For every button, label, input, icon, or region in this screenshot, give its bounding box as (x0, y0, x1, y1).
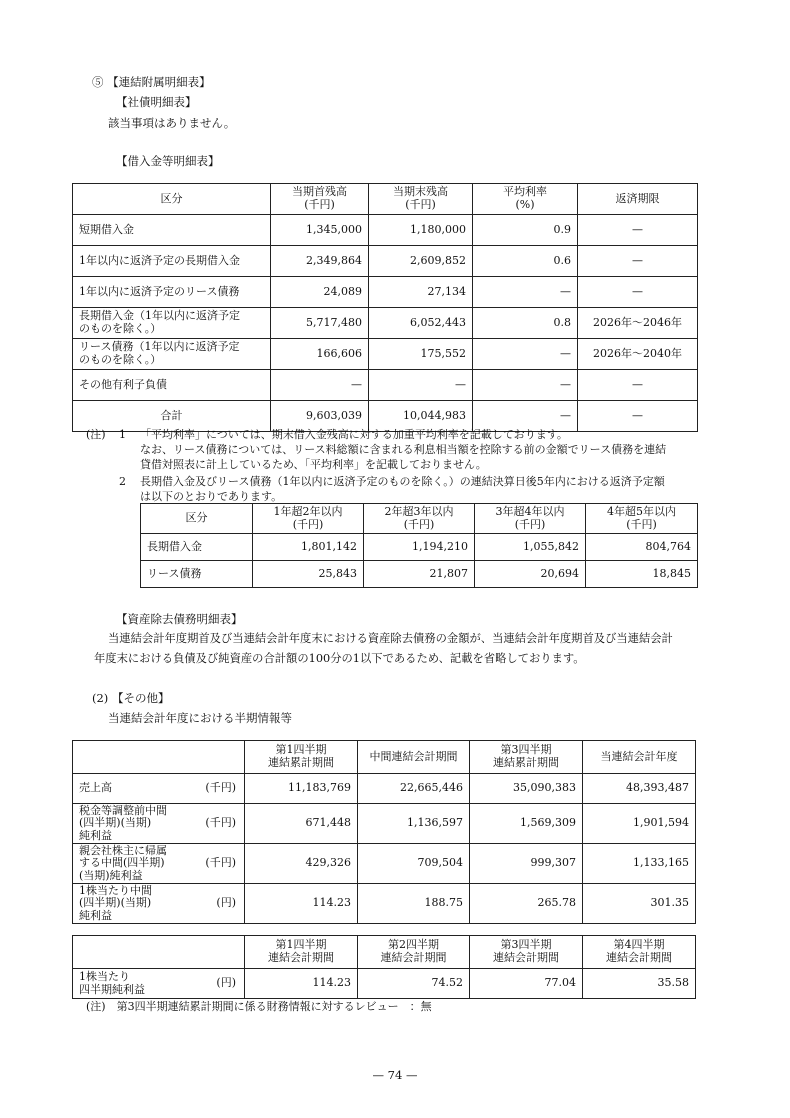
row-label: 1株当たり 四半期純利益 (円) (73, 969, 245, 999)
start-balance: 1,345,000 (271, 215, 369, 246)
header-cell-empty (73, 741, 245, 774)
table-header-row (73, 936, 696, 969)
avg-rate: — (473, 401, 578, 432)
header-cell: 第1四半期 連結累計期間 (245, 741, 358, 774)
table-row (73, 370, 698, 401)
header-cell: 4年超5年以内 (千円) (586, 504, 698, 534)
header-cell: 当期首残高 (千円) (271, 184, 369, 215)
loans-table (72, 183, 698, 432)
value-cell: 74.52 (358, 969, 470, 999)
table-row (73, 215, 698, 246)
value-cell: 1,194,210 (364, 534, 475, 561)
note-text: 「平均利率」については、期末借入金残高に対する加重平均利率を記載しております。 (140, 428, 568, 441)
value-cell: 265.78 (470, 884, 583, 924)
row-label: リース債務（1年以内に返済予定 のものを除く。） (73, 339, 271, 370)
row-label: 長期借入金（1年以内に返済予定 のものを除く。） (73, 308, 271, 339)
value-cell: 25,843 (253, 561, 364, 588)
value-cell: 35,090,383 (470, 774, 583, 804)
value-cell: 114.23 (245, 969, 358, 999)
value-cell: 1,569,309 (470, 804, 583, 844)
header-cell: 1年超2年以内 (千円) (253, 504, 364, 534)
note-text: なお、リース債務については、リース料総額に含まれる利息相当額を控除する前の金額でリース債務を連結 (140, 443, 667, 456)
value-cell: 709,504 (358, 844, 470, 884)
header-cell: 区分 (73, 184, 271, 215)
value-cell: 804,764 (586, 534, 698, 561)
table-row (73, 804, 696, 844)
table-row (73, 277, 698, 308)
footnote: (注) 第3四半期連結累計期間に係る財務情報に対するレビュー ：無 (86, 1000, 432, 1013)
start-balance: — (271, 370, 369, 401)
due-date: — (578, 401, 698, 432)
end-balance: 2,609,852 (369, 246, 473, 277)
other-subheading: 当連結会計年度における半期情報等 (108, 711, 292, 725)
note-prefix: (注) (86, 428, 106, 441)
value-cell: 671,448 (245, 804, 358, 844)
table-row (73, 339, 698, 370)
note-text: は以下のとおりであります。 (140, 490, 283, 503)
value-cell: 1,133,165 (583, 844, 696, 884)
value-cell: 1,901,594 (583, 804, 696, 844)
value-cell: 48,393,487 (583, 774, 696, 804)
header-cell: 第3四半期 連結会計期間 (470, 936, 583, 969)
table-row (73, 844, 696, 884)
value-cell: 11,183,769 (245, 774, 358, 804)
start-balance: 166,606 (271, 339, 369, 370)
aro-text: 年度末における負債及び純資産の合計額の100分の1以下であるため、記載を省略しております。 (94, 652, 585, 665)
other-heading: (2) 【その他】 (92, 691, 170, 705)
end-balance: 1,180,000 (369, 215, 473, 246)
table-row (141, 534, 698, 561)
value-cell: 18,845 (586, 561, 698, 588)
due-date: 2026年～2040年 (578, 339, 698, 370)
end-balance: 175,552 (369, 339, 473, 370)
value-cell: 114.23 (245, 884, 358, 924)
value-cell: 1,136,597 (358, 804, 470, 844)
row-label: 1年以内に返済予定の長期借入金 (73, 246, 271, 277)
row-label: 税金等調整前中間 (四半期)(当期) 純利益 (千円) (73, 804, 245, 844)
value-cell: 301.35 (583, 884, 696, 924)
aro-heading: 【資産除去債務明細表】 (116, 612, 243, 626)
loans-heading: 【借入金等明細表】 (116, 154, 220, 168)
note-number: 2 (119, 475, 126, 488)
row-label: 売上高 (千円) (73, 774, 245, 804)
value-cell: 35.58 (583, 969, 696, 999)
header-cell: 当期末残高 (千円) (369, 184, 473, 215)
end-balance: 10,044,983 (369, 401, 473, 432)
avg-rate: — (473, 339, 578, 370)
bonds-heading: 【社債明細表】 (116, 95, 197, 109)
table-row (73, 308, 698, 339)
avg-rate: 0.6 (473, 246, 578, 277)
section-heading: ⑤ 【連結附属明細表】 (92, 75, 211, 89)
table-header-row (141, 504, 698, 534)
header-cell: 第2四半期 連結会計期間 (358, 936, 470, 969)
due-date: — (578, 370, 698, 401)
header-cell: 第3四半期 連結累計期間 (470, 741, 583, 774)
row-label: その他有利子負債 (73, 370, 271, 401)
avg-rate: — (473, 370, 578, 401)
due-date: — (578, 246, 698, 277)
value-cell: 22,665,446 (358, 774, 470, 804)
table-row (73, 884, 696, 924)
row-label: リース債務 (141, 561, 253, 588)
header-cell: 中間連結会計期間 (358, 741, 470, 774)
avg-rate: 0.8 (473, 308, 578, 339)
note-number: 1 (119, 428, 126, 441)
avg-rate: 0.9 (473, 215, 578, 246)
start-balance: 5,717,480 (271, 308, 369, 339)
end-balance: 27,134 (369, 277, 473, 308)
row-label: 合計 (73, 401, 271, 432)
row-label: 1年以内に返済予定のリース債務 (73, 277, 271, 308)
table-header-row (73, 741, 696, 774)
aro-text: 当連結会計年度期首及び当連結会計年度末における資産除去債務の金額が、当連結会計年度期首及び当連結会計 (108, 632, 673, 645)
header-cell: 返済期限 (578, 184, 698, 215)
value-cell: 429,326 (245, 844, 358, 884)
header-cell: 区分 (141, 504, 253, 534)
table-row (73, 774, 696, 804)
value-cell: 20,694 (475, 561, 586, 588)
table-header-row (73, 184, 698, 215)
quarter-table (72, 935, 696, 999)
header-cell-empty (73, 936, 245, 969)
row-label: 短期借入金 (73, 215, 271, 246)
half-year-table (72, 740, 696, 924)
header-cell: 第4四半期 連結会計期間 (583, 936, 696, 969)
table-row (73, 969, 696, 999)
row-label: 親会社株主に帰属 する中間(四半期) (当期)純利益 (千円) (73, 844, 245, 884)
value-cell: 1,801,142 (253, 534, 364, 561)
avg-rate: — (473, 277, 578, 308)
header-cell: 2年超3年以内 (千円) (364, 504, 475, 534)
page-number: — 74 — (372, 1068, 418, 1082)
row-label: 1株当たり中間 (四半期)(当期) 純利益 (円) (73, 884, 245, 924)
value-cell: 77.04 (470, 969, 583, 999)
repayment-table (140, 503, 698, 588)
header-cell: 平均利率 (%) (473, 184, 578, 215)
start-balance: 9,603,039 (271, 401, 369, 432)
row-label: 長期借入金 (141, 534, 253, 561)
table-row-total (73, 401, 698, 432)
start-balance: 24,089 (271, 277, 369, 308)
bonds-text: 該当事項はありません。 (108, 116, 236, 130)
header-cell: 第1四半期 連結会計期間 (245, 936, 358, 969)
value-cell: 1,055,842 (475, 534, 586, 561)
header-cell: 当連結会計年度 (583, 741, 696, 774)
value-cell: 21,807 (364, 561, 475, 588)
due-date: 2026年～2046年 (578, 308, 698, 339)
note-text: 長期借入金及びリース債務（1年以内に返済予定のものを除く。）の連結決算日後5年内における返済予定額 (140, 475, 665, 488)
due-date: — (578, 215, 698, 246)
end-balance: 6,052,443 (369, 308, 473, 339)
value-cell: 999,307 (470, 844, 583, 884)
header-cell: 3年超4年以内 (千円) (475, 504, 586, 534)
value-cell: 188.75 (358, 884, 470, 924)
table-row (73, 246, 698, 277)
table-row (141, 561, 698, 588)
note-text: 貸借対照表に計上しているため、「平均利率」を記載しておりません。 (140, 458, 487, 471)
due-date: — (578, 277, 698, 308)
end-balance: — (369, 370, 473, 401)
start-balance: 2,349,864 (271, 246, 369, 277)
